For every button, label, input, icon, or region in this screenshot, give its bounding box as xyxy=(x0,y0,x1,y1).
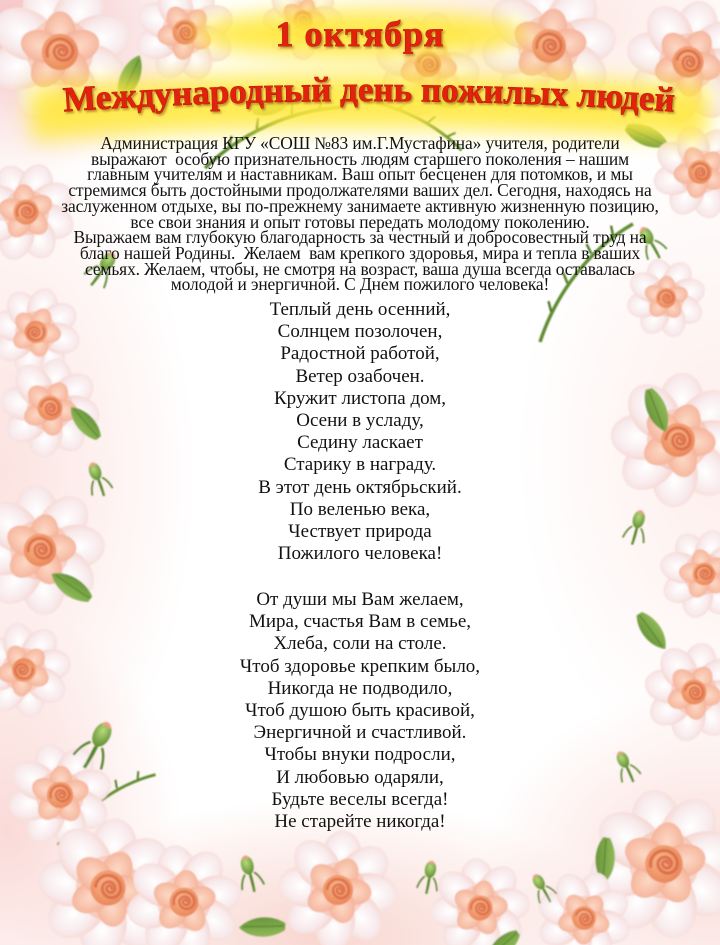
poem-stanza-1 xyxy=(0,299,720,565)
poem-line: Хлеба, соли на столе. xyxy=(273,633,447,655)
poem-line: От души мы Вам желаем, xyxy=(256,589,464,610)
rose-icon xyxy=(272,824,404,945)
greeting-line: Выражаем вам глубокую благодарность за честный и добросовестный труд на xyxy=(73,227,647,248)
poem-stanza-2 xyxy=(0,589,720,833)
poem-line: Ветер озабочен. xyxy=(295,365,425,387)
date-title: 1 октября xyxy=(275,14,445,54)
subtitle-arc-text: Международный день пожилых людей xyxy=(61,69,677,120)
greeting-paragraph xyxy=(0,133,720,295)
poem-line: Старику в награду. xyxy=(283,454,437,476)
poem-line: Чествует природа xyxy=(288,521,432,543)
poem-line: Пожилого человека! xyxy=(277,543,443,565)
greeting-line: молодой и энергичной. С Днем пожилого человека! xyxy=(170,274,550,295)
poem-line: Чтобы внуки подросли, xyxy=(264,744,456,766)
leaf-icon xyxy=(239,904,289,945)
poem-line: По веленью века, xyxy=(289,498,431,520)
greeting-line: заслуженном отдыхе, вы по-прежнему занимаете активную жизненную позицию, xyxy=(61,195,659,216)
greeting-line: семьях. Желаем, чтобы, не смотря на возраст, ваша душа всегда оставалась xyxy=(85,258,635,279)
poem-line: Кружит листопа дом, xyxy=(273,387,447,409)
header-banner xyxy=(0,0,720,153)
greeting-line: все свои знания и опыт готовы передать молодому поколению. xyxy=(130,211,590,232)
poem-line: Энергичной и счастливой. xyxy=(253,722,467,744)
greeting-line: благо нашей Родины. Желаем вам крепкого здоровья, мира и тепла в ваших xyxy=(79,242,641,263)
greeting-line: главным учителям и наставникам. Ваш опыт бесценен для потомков, и мы xyxy=(87,164,633,185)
poem-line: Солнцем позолочен, xyxy=(277,321,443,343)
poem-line: Чтоб душою быть красивой, xyxy=(245,700,475,722)
rosebud-icon xyxy=(416,859,442,895)
greeting-line: Администрация КГУ «СОШ №83 им.Г.Мустафина» учителя, родители xyxy=(100,133,620,153)
poem-line: Мира, счастья Вам в семье, xyxy=(249,611,471,633)
poem-line: Осени в усладу, xyxy=(296,410,424,432)
greeting-line: стремимся быть достойными продолжателями ваших дел. Сегодня, находясь на xyxy=(68,180,652,201)
poem-line: Радостной работой, xyxy=(280,343,440,365)
poem-line: Будьте веселы всегда! xyxy=(271,788,449,810)
poem-line: Седину ласкает xyxy=(297,432,423,454)
greeting-line: выражают особую признательность людям старшего поколения – нашим xyxy=(90,148,630,169)
poem-line: В этот день октябрьский. xyxy=(258,476,462,498)
poem-line: Теплый день осенний, xyxy=(269,299,451,320)
poem-line: Не старейте никогда! xyxy=(274,811,446,833)
poem-line: Чтоб здоровье крепким было, xyxy=(239,655,481,677)
poem-line: И любовью одаряли, xyxy=(276,766,444,788)
rose-icon xyxy=(425,853,535,945)
poem-line: Никогда не подводило, xyxy=(267,677,453,699)
